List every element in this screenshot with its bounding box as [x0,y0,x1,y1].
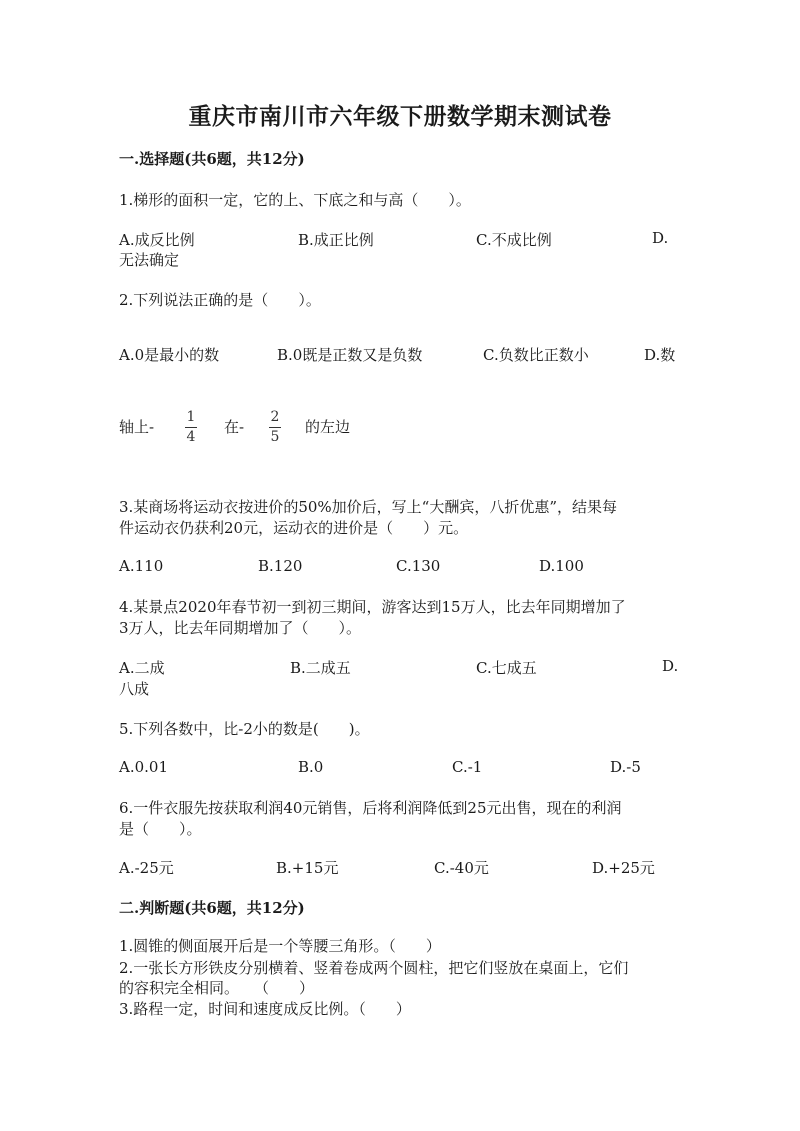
fraction-bar [185,427,197,428]
q3-option-b: B.120 [258,557,303,575]
q2-option-b: B.0既是正数又是负数 [277,346,423,364]
judgement-2-line-1: 2.一张长方形铁皮分别横着、竖着卷成两个圆柱，把它们竖放在桌面上，它们 [119,959,629,977]
q1-option-d-text: 无法确定 [119,251,180,269]
q4-option-b: B.二成五 [290,659,351,677]
judgement-1: 1.圆锥的侧面展开后是一个等腰三角形。（ ） [119,937,441,955]
question-4-line-1: 4.某景点2020年春节初一到初三期间，游客达到15万人，比去年同期增加了 [119,598,626,616]
q6-option-b: B.+15元 [276,859,339,877]
q1-option-d: D. [652,229,669,247]
fraction-numerator: 2 [270,409,280,425]
section-heading-judgement: 二.判断题(共6题，共12分) [119,899,305,917]
q4-option-a: A.二成 [119,659,165,677]
q2-option-d-middle: 在- [224,418,245,436]
question-5: 5.下列各数中，比-2小的数是( )。 [119,720,370,738]
question-3-line-2: 件运动衣仍获利20元，运动衣的进价是（ ）元。 [119,519,469,537]
q3-option-a: A.110 [119,557,164,575]
q2-option-a: A.0是最小的数 [119,346,220,364]
q4-option-d: D. [662,657,679,675]
question-6-line-1: 6.一件衣服先按获取利润40元销售，后将利润降低到25元出售，现在的利润 [119,799,622,817]
q2-option-d-prefix: 轴上- [119,418,155,436]
q4-option-d-text: 八成 [119,680,150,698]
fraction-one-quarter [185,406,197,446]
q3-option-c: C.130 [396,557,441,575]
q3-option-d: D.100 [539,557,584,575]
q6-option-a: A.-25元 [119,859,174,877]
q5-option-a: A.0.01 [119,758,168,776]
page-title: 重庆市南川市六年级下册数学期末测试卷 [188,103,612,130]
q5-option-b: B.0 [298,758,324,776]
q4-option-c: C.七成五 [476,659,537,677]
question-3-line-1: 3.某商场将运动衣按进价的50%加价后，写上“大酬宾，八折优惠”，结果每 [119,498,617,516]
question-2: 2.下列说法正确的是（ ）。 [119,291,321,309]
question-4-line-2: 3万人，比去年同期增加了（ ）。 [119,619,362,637]
fraction-bar [269,427,281,428]
q1-option-b: B.成正比例 [298,231,374,249]
q2-option-d-suffix: 的左边 [305,418,351,436]
fraction-two-fifths [269,406,281,446]
fraction-numerator: 1 [186,409,196,425]
judgement-3: 3.路程一定，时间和速度成反比例。（ ） [119,1000,411,1018]
q1-option-a: A.成反比例 [119,231,195,249]
section-heading-choice: 一.选择题(共6题，共12分) [119,150,305,168]
judgement-2-line-2: 的容积完全相同。 （ ） [119,979,315,997]
q2-option-c: C.负数比正数小 [483,346,589,364]
q6-option-c: C.-40元 [434,859,489,877]
fraction-denominator: 5 [270,429,280,445]
q1-option-c: C.不成比例 [476,231,552,249]
q5-option-d: D.-5 [610,758,641,776]
q2-option-d: D.数 [644,346,676,364]
fraction-denominator: 4 [186,429,196,445]
q6-option-d: D.+25元 [592,859,655,877]
question-1: 1.梯形的面积一定，它的上、下底之和与高（ ）。 [119,191,471,209]
question-6-line-2: 是（ ）。 [119,820,202,838]
q5-option-c: C.-1 [452,758,483,776]
